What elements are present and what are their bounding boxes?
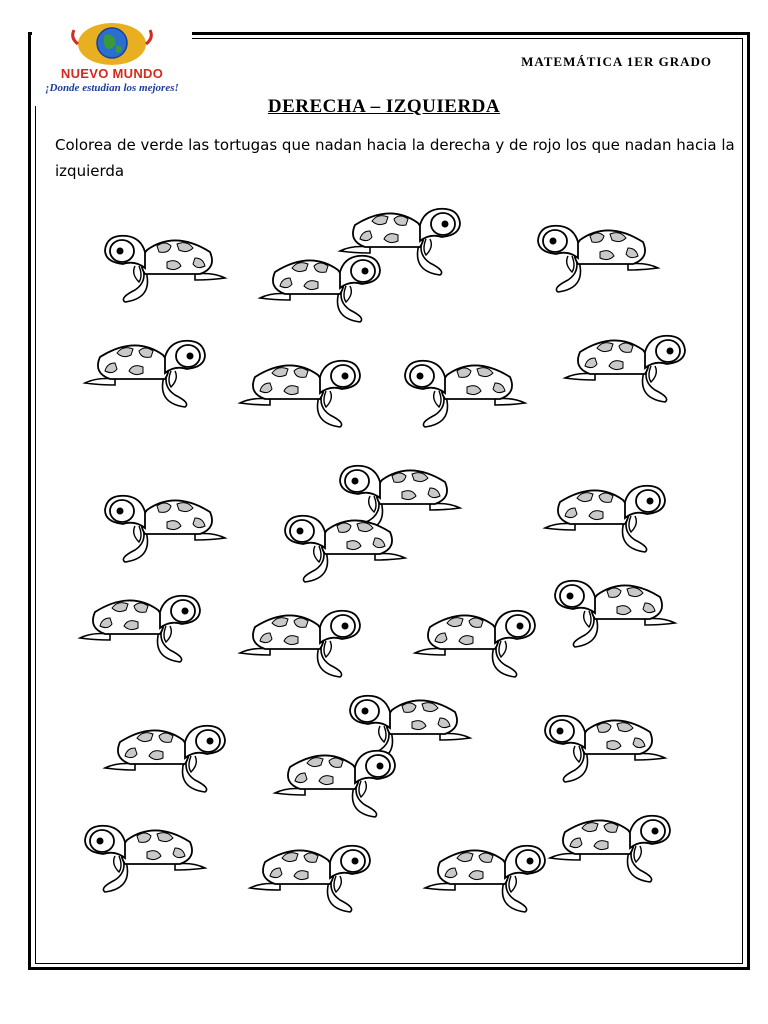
turtle-drawing-left — [538, 226, 658, 292]
logo-school-name: NUEVO MUNDO — [60, 66, 164, 81]
turtle-drawing-right — [250, 846, 370, 912]
turtle-drawing-left — [285, 516, 405, 582]
turtle-drawing-right — [105, 726, 225, 792]
globe-emblem — [32, 22, 192, 68]
turtle-drawing-right — [550, 816, 670, 882]
turtle-drawing-right — [85, 341, 205, 407]
turtle-drawing-left — [105, 496, 225, 562]
turtle-drawing-right — [240, 361, 360, 427]
turtle-illustration-field — [0, 195, 768, 935]
logo-motto: ¡Donde estudian los mejores! — [45, 82, 179, 94]
turtle-drawing-right — [275, 751, 395, 817]
turtle-drawing-right — [80, 596, 200, 662]
grade-label: MATEMÁTICA 1ER GRADO — [521, 54, 712, 69]
instructions-text: Colorea de verde las tortugas que nadan hacia la derecha y de rojo los que nadan hacia la izquierda — [55, 136, 735, 180]
worksheet-title: DERECHA – IZQUIERDA — [267, 96, 501, 117]
turtle-drawing-left — [85, 826, 205, 892]
turtle-drawing-left — [405, 361, 525, 427]
turtle-drawing-right — [240, 611, 360, 677]
turtle-drawing-right — [260, 256, 380, 322]
turtle-drawing-right — [425, 846, 545, 912]
turtle-drawing-right — [565, 336, 685, 402]
turtle-drawing-left — [555, 581, 675, 647]
turtle-drawing-left — [545, 716, 665, 782]
turtle-drawing-left — [105, 236, 225, 302]
turtle-drawing-right — [545, 486, 665, 552]
school-logo — [32, 22, 192, 106]
turtle-drawing-right — [415, 611, 535, 677]
